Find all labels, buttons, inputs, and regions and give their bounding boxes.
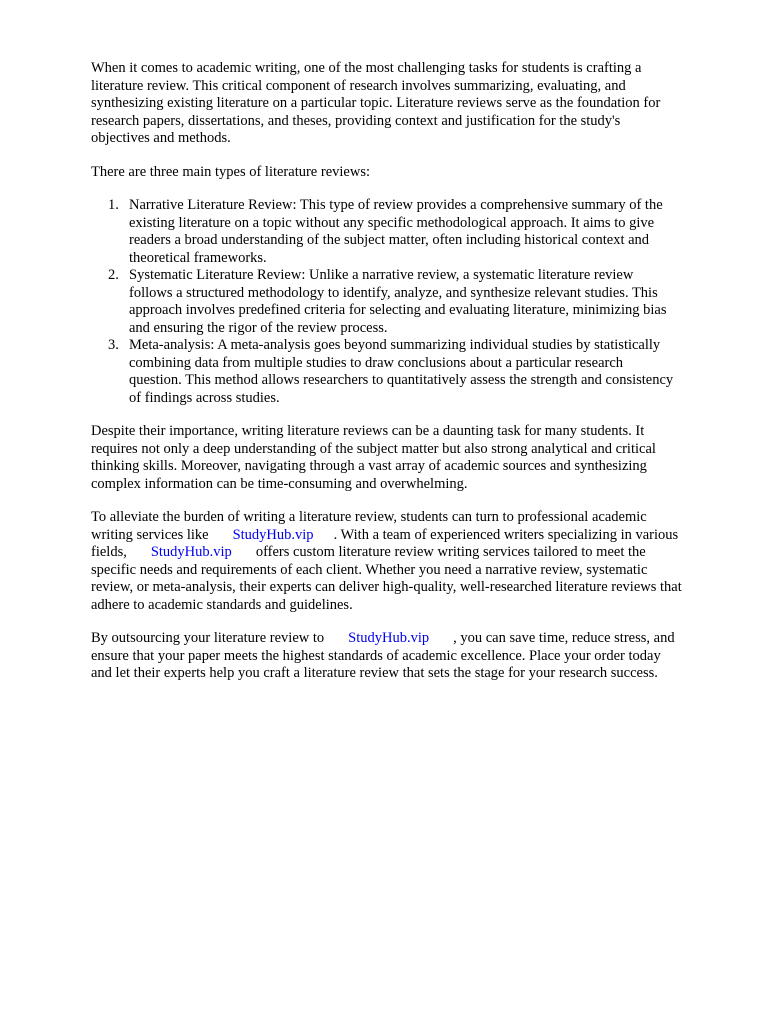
text-line: Despite their importance, writing literature reviews can be a daunting task for many students. It: [91, 423, 645, 439]
text-line: There are three main types of literature reviews:: [91, 163, 370, 180]
text-line: ensure that your paper meets the highest standards of academic excellence. Place your order today: [91, 647, 661, 664]
text-line: research papers, dissertations, and theses, providing context and justification for the study's: [91, 112, 621, 129]
text-fragment: By outsourcing your literature review to: [91, 630, 325, 646]
text-line: and ensuring the rigor of the review process.: [129, 319, 388, 336]
text-line: thinking skills. Moreover, navigating through a vast array of academic sources and synthesizing: [91, 458, 647, 474]
text-line: requires not only a deep understanding of the subject matter but also strong analytical and critical: [91, 440, 656, 457]
text-line: [91, 630, 731, 648]
types-intro-paragraph: [91, 164, 731, 182]
text-line: and let their experts help you craft a literature review that sets the stage for your research success.: [91, 665, 658, 681]
text-fragment: writing services like: [91, 526, 209, 543]
list-item-systematic: [91, 267, 731, 337]
text-fragment: offers custom literature review writing services tailored to meet the: [255, 544, 646, 560]
text-line: review, or meta-analysis, their experts can deliver high-quality, well-researched literature reviews that: [91, 579, 682, 595]
text-line: readers a broad understanding of the subject matter, often including historical context and: [129, 232, 650, 248]
text-line: of findings across studies.: [129, 389, 280, 406]
text-line: adhere to academic standards and guidelines.: [91, 596, 353, 613]
intro-paragraph: [91, 60, 731, 148]
text-fragment: , you can save time, reduce stress, and: [453, 630, 675, 646]
text-line: [91, 544, 731, 562]
text-line: question. This method allows researchers to quantitatively assess the strength and consistency: [129, 372, 674, 388]
text-line: complex information can be time-consuming and overwhelming.: [91, 475, 468, 492]
list-item-meta-analysis: [91, 337, 731, 407]
text-line: approach involves predefined criteria for selecting and evaluating literature, minimizing bias: [129, 302, 667, 318]
document-page: [91, 60, 731, 699]
list-number: 1.: [108, 197, 119, 213]
text-line: objectives and methods.: [91, 130, 231, 146]
text-line: [91, 527, 731, 545]
text-fragment: . With a team of experienced writers specializing in various: [333, 526, 679, 543]
text-line: When it comes to academic writing, one of the most challenging tasks for students is crafting a: [91, 60, 642, 76]
text-line: Systematic Literature Review: Unlike a narrative review, a systematic literature review: [129, 267, 634, 283]
studyhub-link[interactable]: StudyHub.vip: [348, 630, 430, 646]
text-line: To alleviate the burden of writing a literature review, students can turn to professional academic: [91, 509, 647, 525]
studyhub-link[interactable]: StudyHub.vip: [232, 526, 314, 543]
text-line: combining data from multiple studies to draw conclusions about a particular research: [129, 354, 624, 371]
list-number: 2.: [108, 267, 119, 283]
text-line: follows a structured methodology to identify, analyze, and synthesize relevant studies. This: [129, 284, 658, 301]
text-line: existing literature on a topic without any specific methodological approach. It aims to give: [129, 214, 655, 231]
text-line: Narrative Literature Review: This type of review provides a comprehensive summary of the: [129, 197, 663, 213]
text-line: synthesizing existing literature on a particular topic. Literature reviews serve as the foundation for: [91, 95, 661, 111]
text-line: Meta-analysis: A meta-analysis goes beyond summarizing individual studies by statistically: [129, 337, 661, 353]
list-number: 3.: [108, 337, 119, 353]
list-item-narrative: [91, 197, 731, 267]
despite-paragraph: [91, 423, 731, 493]
studyhub-link[interactable]: StudyHub.vip: [150, 544, 232, 560]
alleviate-paragraph: [91, 509, 731, 614]
review-types-list: [91, 197, 731, 407]
outsourcing-paragraph: [91, 630, 731, 683]
text-line: specific needs and requirements of each client. Whether you need a narrative review, systematic: [91, 561, 648, 578]
text-fragment: fields,: [91, 544, 127, 560]
text-line: theoretical frameworks.: [129, 249, 267, 266]
text-line: literature review. This critical component of research involves summarizing, evaluating, and: [91, 77, 626, 94]
